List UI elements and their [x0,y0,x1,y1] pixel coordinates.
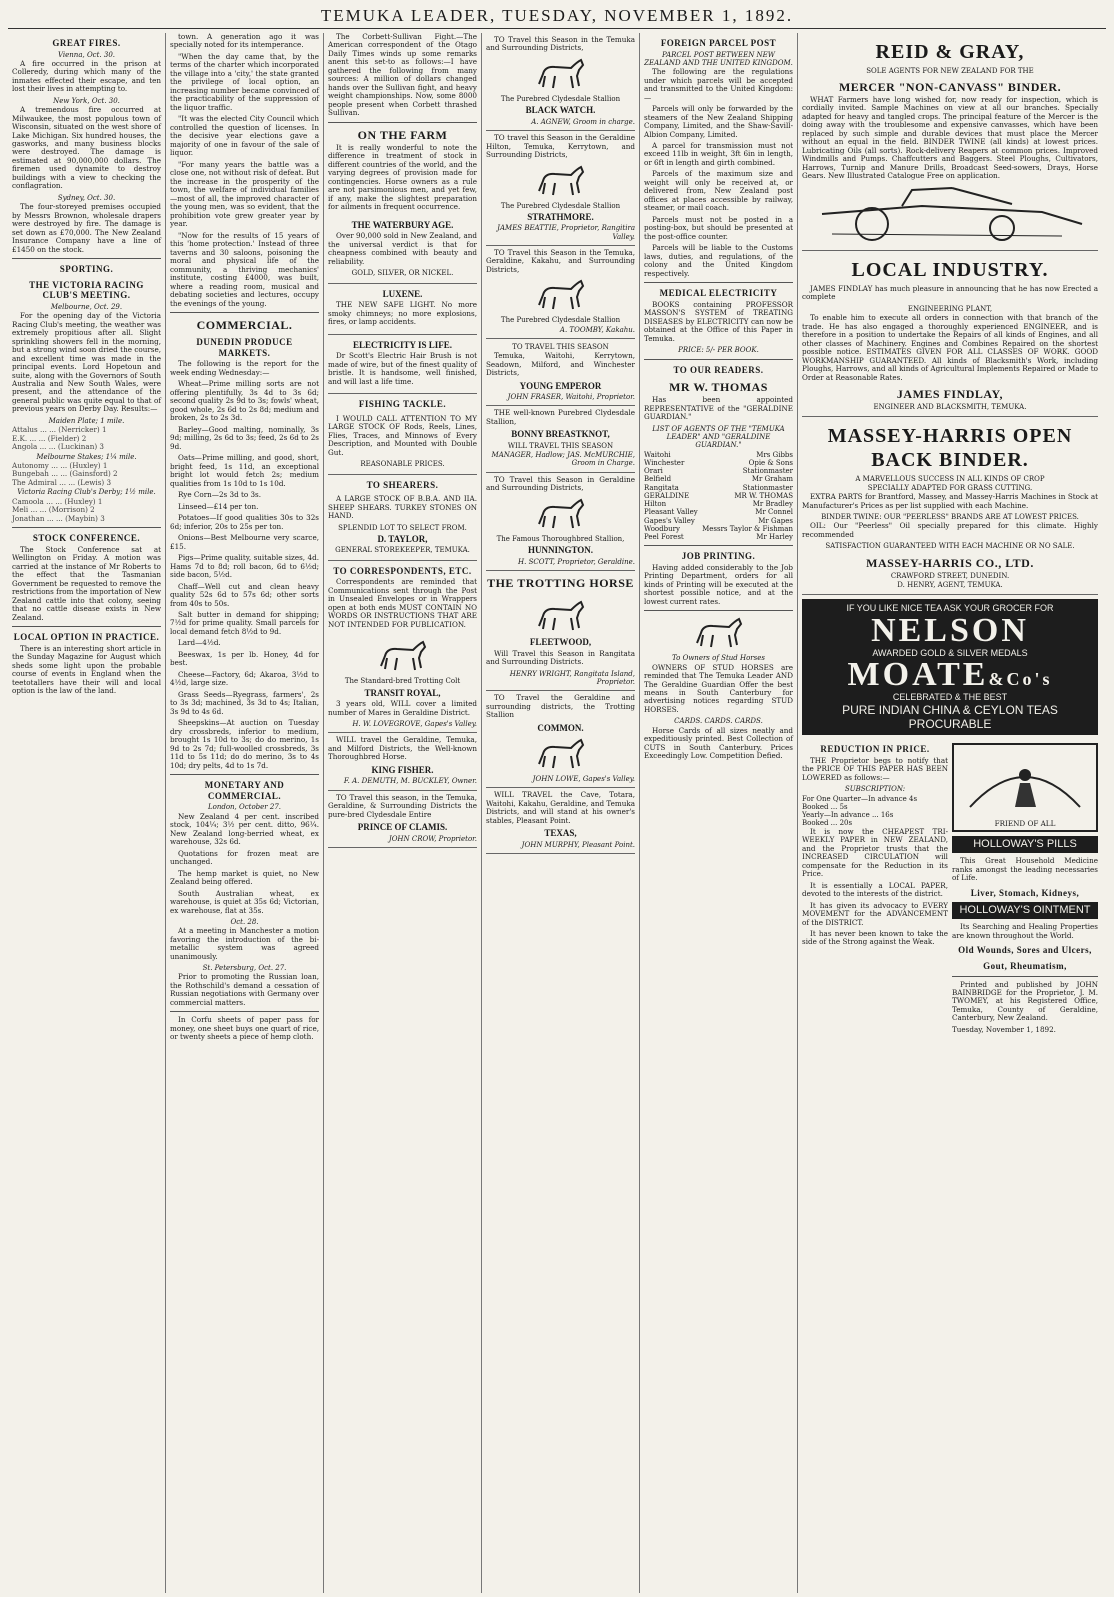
market-text: Lard—4½d. [178,638,221,648]
ad-text: TO Travel this Season in Geraldine and Surrounding Districts, [486,474,635,493]
agent-place: Rangitata [644,483,679,492]
ad-text: THE well-known Purebred Clydesdale Stallion, [486,408,635,426]
tea-name-moate: MOATE [847,656,989,694]
subheadline: PARCEL POST BETWEEN NEW ZEALAND AND THE UNITED KINGDOM. [644,50,793,67]
agent-row [644,517,793,525]
ad-reid-gray [802,33,1098,251]
ad-text: TO travel this Season in the Geraldine Hilton, Temuka, Kerrytown, and Surrounding Districts, [486,133,635,160]
ad-title: FLEETWOOD, [529,636,592,647]
bottom-split [802,739,1098,1034]
article-text: Parcels will only be forwarded by the steamers of the New Zealand Shipping Company, Limited, and the Shaw-Savill-Albion Company, Limited. [644,104,793,139]
ad-text: Dr Scott's Electric Hair Brush is not made of wire, but of the finest quality of bristle. It is handsome, well finished, and will last a life time. [328,351,477,386]
ad-title: MASSEY-HARRIS OPEN BACK BINDER. [827,425,1073,472]
divider [328,122,477,123]
ad-heading: Old Wounds, Sores and Ulcers, [958,945,1092,956]
article-text: The four-storeyed premises occupied by Messrs Brownon, wholesale drapers were destroyed by fire. The damage is set down as £70,000. The New Zealand Insurance Company have a line of £1450 on the stock. [12,202,161,254]
agent-place: Peel Forest [644,533,684,541]
divider [170,774,319,775]
ad-signature: JOHN CROW, Proprietor. [388,834,477,843]
article-text: Parcels will be liable to the Customs laws, duties, and regulations, of the colony and the United Kingdom respectively. [644,243,793,278]
article-text: Has been appointed REPRESENTATIVE of the "GERALDINE GUARDIAN." [644,395,793,422]
holloway-pills-banner [952,836,1098,853]
ad-text: Temuka, Waitohi, Kerrytown, Seadown, Milford, and Winchester Districts, [486,351,635,378]
headline-dunedin-markets: DUNEDIN PRODUCE MARKETS. [196,337,293,358]
dateline: St. Petersburg, Oct. 27. [202,964,287,973]
market-text: Barley—Good malting, nominally, 3s 9d; milling, 2s 6d to 3s; feed, 2s 6d to 2s 9d. [170,424,319,451]
ad-subtitle: The Purebred Clydesdale Stallion [500,94,621,103]
ad-subtitle: The Purebred Clydesdale Stallion [500,316,621,325]
ad-signature: JOHN LOWE, Gapes's Valley. [532,775,635,784]
market-text: The following is the report for the week ending Wednesday:— [170,359,319,377]
article-text: For the opening day of the Victoria Racing Club's meeting, the weather was extremely propitious after all. Slight sprinkling showers fell in the morning, but a strong wind soon dried the course, and excellent time was made in the principal events. Lord Hopetoun and suite, along with the Governors of South Australia and New South Wales, were present, and the attendance of the general public was quite equal to that of previous years on Derby Day. Results:— [12,311,161,414]
subscription-rate: For One Quarter—In advance 4s [802,794,918,803]
headline-sporting: SPORTING. [59,264,114,275]
market-text: Chaff—Well cut and clean heavy quality 52s 6d to 57s 6d; other sorts from 40s to 50s. [170,581,319,608]
ad-text: TO Travel this Season in the Temuka, Geraldine, Kakahu, and Surrounding Districts, [486,247,635,274]
ad-subtitle: The Standard-bred Trotting Colt [344,677,461,686]
agent-name: Stationmaster [742,467,793,475]
headline-on-the-farm: ON THE FARM [357,127,448,142]
ad-strathmore [486,131,635,246]
market-text: Rye Corn—2s 3d to 3s. [178,490,262,500]
headline-medical-electricity: MEDICAL ELECTRICITY [659,288,778,299]
divider [12,626,161,627]
agent-name: Mr Connel [755,508,793,517]
friend-of-all-emblem [952,743,1098,832]
column-1 [8,33,166,1593]
ad-text: A LARGE STOCK OF B.B.A. AND IIA. SHEEP SHEARS. TURKEY STONES ON HAND. [328,494,477,521]
ad-signature: H. SCOTT, Proprietor, Geraldine. [518,557,635,566]
divider [644,282,793,283]
ad-text: Will Travel this Season in Rangitata and Surrounding Districts. [486,648,635,667]
ad-subtitle: ENGINEERING PLANT, [907,304,993,313]
seated-figure-icon [960,747,1090,817]
agent-place: GERALDINE [644,491,690,500]
ad-fleetwood [486,592,635,691]
agent-row [644,467,793,475]
article-text: "For many years the battle was a close one, not without risk of defeat. But the increase in the prosperity of the town, the welfare of individual families—most of all, the improved character of the young men, was so evident, that the prohibition vote grew greater year by year. [170,159,319,229]
article-text: It is really wonderful to note the difference in treatment of stock in different countries of the world, and the varying degrees of provision made for contingencies. Horse owners as a rule are not parsimonious men, and yet few, if any, make the slightest preparation for ailments in frequent occurrence. [328,143,477,212]
agent-name: Opie & Sons [748,458,793,467]
horse-icon [689,615,749,651]
ad-title: COMMON. [537,722,584,733]
market-text: The hemp market is quiet, no New Zealand being offered. [170,868,319,887]
ad-title: D. TAYLOR, [377,533,428,544]
agent-row [644,492,793,500]
headline-stud-horses: To Owners of Stud Horses [672,654,765,663]
masthead: TEMUKA LEADER, TUESDAY, NOVEMBER 1, 1892. [8,6,1106,29]
horse-icon [531,56,591,92]
market-text: South Australian wheat, ex warehouse, is quiet at 35s 6d; Victorian, ex warehouse, flat at 35s. [170,888,319,915]
market-text: Beeswax, 1s per lb. Honey, 4d for best. [170,649,319,668]
ad-subtitle: The Purebred Clydesdale Stallion [500,201,621,210]
horse-icon [531,277,591,313]
race-title: Victoria Racing Club's Derby; 1½ mile. [17,488,156,497]
subscription-row [802,811,948,819]
article-text: BOOKS containing PROFESSOR MASSON'S SYSTEM of TREATING DISEASES by ELECTRICITY can now be obtained at the Office of this Paper in Temuka. [644,299,793,343]
divider [644,545,793,546]
ad-subtitle: REASONABLE PRICES. [360,460,445,469]
ad-kakahu [486,246,635,339]
headline-to-shearers: TO SHEARERS. [366,479,439,490]
columns [8,33,1106,1593]
ad-shearers [328,492,477,561]
ad-title: LUXENE. [382,288,423,299]
ad-title: YOUNG EMPEROR [519,380,602,391]
ad-electricity [328,335,477,395]
article-text: In Corfu sheets of paper pass for money, one sheet buys one quart of rice, or twenty sheets a piece of hemp cloth. [170,1015,319,1042]
dateline: Sydney, Oct. 30. [57,193,116,202]
article-text: THE Proprietor begs to notify that the PRICE OF THIS PAPER HAS BEEN LOWERED as follows:— [802,755,948,782]
market-text: Salt butter in demand for shipping; 7½d for prime quality. Small parcels for local demand fetch 8½d to 9d. [170,609,319,636]
ad-subtitle: A MARVELLOUS SUCCESS IN ALL KINDS OF CROP [855,474,1045,483]
tea-tagline: PURE INDIAN CHINA & CEYLON TEAS PROCURABLE [842,703,1058,732]
reduction-in-price [802,739,948,1034]
imprint: Printed and published by JOHN BAINBRIDGE for the Proprietor, J. M. TWOMEY, at his Registered Office, Temuka, County of Geraldine, Canterbury, New Zealand. [952,979,1098,1023]
article-text: It is essentially a LOCAL PAPER, devoted to the interests of the district. [802,880,948,899]
ad-signature: MANAGER, Hadlow; JAS. McMURCHIE, Groom in Charge. [491,451,635,468]
price-line: PRICE: 5/- PER BOOK. [678,346,759,355]
agents-heading: LIST OF AGENTS OF THE "TEMUKA LEADER" AND "GERALDINE GUARDIAN." [652,424,785,450]
agent-place: Pleasant Valley [644,508,698,517]
emblem-motto: FRIEND OF ALL [994,818,1056,828]
ad-luxene [328,284,477,335]
ad-agent: D. HENRY, AGENT, TEMUKA. [897,580,1003,589]
agent-place: Winchester [644,458,685,467]
agent-name: Mr Harley [756,533,793,541]
headline-foreign-parcel-post: FOREIGN PARCEL POST [660,38,777,48]
headline-local-option: LOCAL OPTION IN PRACTICE. [13,632,160,643]
article-text: It is now the CHEAPEST TRI-WEEKLY PAPER in NEW ZEALAND, and the Proprietor trusts that the INCREASED CIRCULATION will compensate for the Reduction in its Price. [802,826,948,879]
market-text: Wheat—Prime milling sorts are not offering plentifully, 3s 4d to 3s 6d; second quality 2s 9d to 3s; fowls' wheat, good whole, 2s 6d to 2s 8d; medium and broken, 2s to 2s 3d. [170,379,319,423]
ad-title: LOCAL INDUSTRY. [851,259,1049,282]
ad-king-fisher [328,733,477,790]
race-title: Melbourne Stakes; 1¼ mile. [36,452,137,461]
subscription-rate: Yearly—In advance ... 16s [802,811,894,820]
dateline: Melbourne, Oct. 29. [50,302,123,311]
dateline: London, October 27. [207,803,282,812]
ad-massey-harris [802,417,1098,595]
ad-text: Its Searching and Healing Properties are known throughout the World. [952,922,1098,940]
article-text: Horse Cards of all sizes neatly and expeditiously printed. Best Collection of CUTS in South Canterbury. Prices Exceedingly Low. Competition Defied. [644,725,793,761]
ad-text: WHAT Farmers have long wished for, now ready for inspection, which is cordially invited. Sample Machines on view at all our branches. Specially adapted for heavy and tangled crops. The principal feature of the Mercer is the doing away with the troublesome and expensive canvasses, which have been replaced by such simple and durable devices that must place the Mercer without an equal in the field. BINDER TWINE (all kinds) at lowest prices. Lubricating Oils (all sorts). Rock-delivery Reapers at common prices. Improved Windmills and Pumps. Chaffcutters and Baggers. Steel Ploughs, Cultivators, Harrows, Turnip and Manure Drills, Broadcast Seed-sowers, Drays, Horse Gears. New Illustrated Catalogue Free on application. [802,95,1098,181]
headline-trotting-horse: THE TROTTING HORSE [487,575,634,590]
headline-correspondents: TO CORRESPONDENTS, ETC. [333,565,472,576]
ad-title: HUNNINGTON. [527,544,594,555]
market-text: At a meeting in Manchester a motion favoring the introduction of the bi-metallic system was agreed unanimously. [170,926,319,961]
ad-subtitle: BINDER TWINE: OUR "PEERLESS" BRANDS ARE AT LOWEST PRICES. [821,513,1079,522]
article-text: The Stock Conference sat at Wellington on Friday. A motion was carried at the instance of Mr Roberts to the effect that the Tasmanian Government be requested to remove the restrictions from the importation of New Zealand cattle into that colony, seeing that no cattle disease exists in New Zealand. [12,544,161,622]
ad-subtitle: SOLE AGENTS FOR NEW ZEALAND FOR THE [866,66,1034,75]
ad-title: MR W. THOMAS [669,380,768,395]
ad-common [486,691,635,788]
ad-signature: JOHN MURPHY, Pleasant Point. [521,840,635,849]
divider [644,610,793,611]
ad-black-watch [486,33,635,131]
agent-row [644,459,793,467]
column-2 [166,33,324,1593]
ad-title: ELECTRICITY IS LIFE. [353,339,452,350]
article-text: Correspondents are reminded that Communications sent through the Post in Unsealed Envelopes or in Wrappers open at both ends MUST CONTAIN NO WORDS OR INSTRUCTIONS THAT ARE NOT INTENDED FOR PUBLICATION. [328,577,477,629]
headline-job-printing: JOB PRINTING. [681,551,756,562]
agent-name: Mr Graham [751,475,793,484]
ad-company: MASSEY-HARRIS CO., LTD. [866,555,1034,570]
article-text: The Corbett-Sullivan Fight.—The American correspondent of the Otago Daily Times winds up some remarks anent this set-to as follows:—I have gathered the following from many sources: A million of dollars changed hands over the Sullivan fight, and heavy weight championships. Now, some 8000 people present when Corbett thrashed Sullivan. [328,33,477,118]
ad-title: BONNY BREASTKNOT, [511,429,610,440]
ad-text: OIL: Our "Peerless" Oil specially prepared for this climate. Highly recommended [802,521,1098,539]
market-text: Quotations for frozen meat are unchanged. [170,848,319,867]
agent-row [644,533,793,541]
headline-to-our-readers: TO OUR READERS. [673,364,764,375]
ad-young-emperor [486,339,635,407]
ad-text: THE NEW SAFE LIGHT. No more smoky chimneys; no more explosions, fires, or lamp accidents. [328,300,477,327]
article-text: A parcel for transmission must not exceed 11lb in weight, 3ft 6in in length, or 6ft in length and girth combined. [644,140,793,167]
article-text: town. A generation ago it was specially noted for its intemperance. [170,33,319,50]
ad-signature: H. W. LOVEGROVE, Gapes's Valley. [352,720,477,729]
tea-name: NELSON [871,611,1029,649]
article-text: A tremendous fire occurred at Milwaukee, the most populous town of Wisconsin, situated on the west shore of Lake Michigan. Six hundred houses, the gasworks, and many business blocks were destroyed. The damage is estimated at 90,000,000 dollars. The firemen used dynamite to destroy buildings with a view to checking the conflagration. [12,105,161,191]
headline-stock-conference: STOCK CONFERENCE. [32,533,141,544]
ad-title: TEXAS, [544,828,577,839]
ad-text: EXTRA PARTS for Brantford, Massey, and Massey-Harris Machines in Stock at Manufacturer's Prices as per list supplied with each Machine. [802,492,1098,510]
agent-name: Stationmaster [742,483,793,492]
article-text: It has given its advocacy to EVERY MOVEMENT for the ADVANCEMENT of the DISTRICT. [802,900,948,927]
market-text: Potatoes—If good qualities 30s to 32s 6d; inferior, 20s to 25s per ton. [170,513,319,531]
race-title: Maiden Plate; 1 mile. [48,416,125,425]
ad-heading: Liver, Stomach, Kidneys, [970,887,1080,898]
ad-text: JAMES FINDLAY has much pleasure in announcing that he has now Erected a complete [802,283,1098,302]
binder-machine-icon [802,184,1092,244]
ad-transit-royal [328,632,477,733]
column-5 [640,33,798,1593]
ad-heading: MERCER "NON-CANVASS" BINDER. [838,79,1062,94]
ad-title: TRANSIT ROYAL, [364,687,441,698]
headline-vrc: THE VICTORIA RACING CLUB'S MEETING. [29,279,144,301]
cards-line: CARDS. CARDS. CARDS. [674,717,763,726]
tea-celebrated: CELEBRATED & THE BEST [892,692,1008,703]
column-6 [798,33,1102,1593]
agent-row [644,475,793,483]
ad-hunnington [486,473,635,571]
ad-bonny-breastknot [486,406,635,472]
ad-signature: JAMES FINDLAY, [896,387,1004,402]
column-3 [324,33,482,1593]
article-text: It has never been known to take the side of the Strong against the Weak. [802,928,948,947]
agent-name: Mrs Gibbs [756,450,793,459]
ad-address: CRAWFORD STREET, DUNEDIN. [890,571,1010,580]
ad-waterbury [328,215,477,284]
ad-prince-of-clamis [328,791,477,848]
article-text: Parcels of the maximum size and weight will only be received at, or delivered from, New Zealand post offices at places accessible by railway, steamer, or mail coach. [644,169,793,213]
subscription-rate: Booked ... 5s [802,802,848,811]
market-text: Cheese—Factory, 6d; Akaroa, 3½d to 4½d, large size. [170,669,319,688]
dateline: Oct. 28. [230,918,259,927]
ad-title: PRINCE OF CLAMIS. [357,822,448,833]
ad-text: TO Travel this Season in the Temuka and Surrounding Districts, [486,35,635,53]
ad-signature: A. TOOMBY, Kakahu. [559,325,635,334]
tea-name [806,658,1094,692]
holloway-pills-title: HOLLOWAY'S PILLS [973,838,1077,851]
market-text: Linseed—£14 per ton. [178,501,259,511]
tea-company: &Co's [988,669,1053,690]
market-text: Prior to promoting the Russian loan, the Rothschild's demand a cessation of Russian negotiations with Germany over commercial matters. [170,972,319,1007]
ad-subtitle: TO TRAVEL THIS SEASON [512,342,609,351]
article-text: A fire occurred in the prison at Colleredy, during which many of the inmates effected their escape, and ten lost their lives in attempting to. [12,58,161,94]
ad-subtitle: GENERAL STOREKEEPER, TEMUKA. [335,546,470,555]
headline-fishing-tackle: FISHING TACKLE. [358,399,447,410]
agent-name: Mr Bradley [752,500,793,508]
ad-fishing [328,412,477,475]
ad-text: I WOULD CALL ATTENTION TO MY LARGE STOCK OF Rods, Reels, Lines, Flies, Traces, and Minnows of Every Description, and Mounted with Double Gut. [328,413,477,457]
horse-icon [373,638,433,674]
ad-text: To enable him to execute all orders in connection with that branch of the trade. He has also engaged a thoroughly experienced ENGINEER, and is therefore in a position to undertake the Repairs of all kinds of Engines, and all other classes of Machinery. Engines and Combines Repaired on the shortest possible notice. ESTIMATES GIVEN FOR ALL CLASSES OF WORK. GOOD WORKMANSHIP GUARANTEED. All kinds of Blacksmith's Work, including Ploughs, Harrows, and all kinds of Agricultural Implements Repaired or Made to Order at Reasonable Rates. [802,313,1098,382]
divider [170,1011,319,1012]
ad-heading: Gout, Rheumatism, [983,960,1067,971]
subscription-row [802,803,948,811]
subscription-rate: Booked ... 20s [802,819,853,828]
ad-nelson-moate-tea [802,599,1098,735]
market-text: Onions—Best Melbourne very scarce, £15. [170,533,319,551]
ad-title: KING FISHER. [371,764,434,775]
ad-local-industry [802,251,1098,417]
article-text: Having added considerably to the Job Printing Department, orders for all kinds of Printing will be executed at the shortest possible notice, and at the lowest current rates. [644,562,793,606]
tea-awards: AWARDED GOLD & SILVER MEDALS [872,647,1028,658]
race-results: Camoola ... ... (Huxley) 1 Meli ... ... (Morrison) 2 Jonathan ... ... (Maybin) 3 [12,496,105,523]
divider [644,359,793,360]
agent-place: Belfield [644,475,672,484]
market-text: Sheepskins—At auction on Tuesday dry crossbreds, inferior to medium, brought 1s 10d to 3s; do do merino, 1s 9d to 2s 7d; full-woolled crossbreds, 3s 11d to 5s 11d; do do merino, 3s to 4s 10d; dry pelts, 4d to 1s 7d. [170,718,319,770]
market-text: Grass Seeds—Ryegrass, farmers', 2s to 3s 3d; machined, 3s 3d to 4s; Italian, 3s 9d to 4s 6d. [170,689,319,716]
horse-icon [531,736,591,772]
ad-signature: HENRY WRIGHT, Rangitata Island, Proprietor. [509,669,635,686]
article-text: Parcels must not be posted in a posting-box, but should be presented at the post-office counter. [644,214,793,241]
holloway-ads [952,739,1098,1034]
agent-row [644,508,793,516]
ad-signature: A. AGNEW, Groom in charge. [531,117,635,126]
ad-signature: JAMES BEATTIE, Proprietor, Rangitira Valley. [497,224,635,241]
ad-text: Over 90,000 sold in New Zealand, and the universal verdict is that for cheapness combined with beauty and reliability. [328,231,477,266]
ad-text: This Great Household Medicine ranks amongst the leading necessaries of Life. [952,856,1098,883]
headline-monetary: MONETARY AND COMMERCIAL. [204,780,285,801]
ad-subtitle: WILL TRAVEL THIS SEASON [507,441,614,450]
subscription-heading: SUBSCRIPTION: [844,785,906,794]
ad-subtitle: SATISFACTION GUARANTEED WITH EACH MACHINE OR NO SALE. [825,542,1075,551]
ad-text: 3 years old, WILL cover a limited number of Mares in Geraldine District. [328,699,477,717]
column-4 [482,33,640,1593]
holloway-ointment-banner [952,902,1098,919]
agents-list [644,451,793,542]
tea-header: IF YOU LIKE NICE TEA ASK YOUR GROCER FOR [846,603,1054,614]
divider [952,976,1098,977]
ad-title: THE WATERBURY AGE. [351,219,454,230]
headline-great-fires: GREAT FIRES. [52,38,121,48]
agent-row [644,525,793,533]
subscription-row [802,795,948,803]
divider [12,527,161,528]
agent-place: Orari [644,467,663,475]
article-text: There is an interesting short article in the Sunday Magazine for August which sheds some light upon the probable course of events in England when the teetotallers have their will and local option is the law of the land. [12,643,161,696]
ad-text: TO Travel this season, in the Temuka, Geraldine, & Surrounding Districts the pure-bred Clydesdale Entire [328,792,477,819]
horse-icon [531,598,591,634]
dateline: Vienna, Oct. 30. [57,50,115,59]
agent-name: Messrs Taylor & Fishman [702,524,793,533]
ad-text: TO Travel the Geraldine and surrounding districts, the Trotting Stallion [486,693,635,720]
race-results: Attalus ... ... (Nerricker) 1 E.K. ... ... (Fielder) 2 Angola ... ... (Luckinan) 3 [12,425,107,452]
dateline: New York, Oct. 30. [53,96,120,105]
agent-place: Woodbury [644,524,680,533]
article-text: "It was the elected City Council which controlled the question of licenses. In the decisive year elections gave a majority of one in favour of the sale of liquor. [170,114,319,158]
market-text: New Zealand 4 per cent. inscribed stock, 104¼; 3½ per cent. ditto, 96¼. New Zealand long-berried wheat, ex warehouse, 32s 6d. [170,811,319,847]
ad-title: BLACK WATCH. [525,105,596,116]
article-text: The following are the regulations under which parcels will be accepted and transmitted to the United Kingdom:— [644,67,793,102]
ad-title: REID & GRAY, [875,41,1025,63]
article-text: "Now for the results of 15 years of this 'home protection.' Instead of three taverns and 30 saloons, poisoning the moral and physical life of the community, a thriving mechanics' institute, costing £4000, was built, where a reading room, musical and debating societies and lectures, occupy the evenings of the young. [170,230,319,308]
imprint-date: Tuesday, November 1, 1892. [952,1024,1056,1034]
agent-place: Gapes's Valley [644,516,695,525]
ad-subtitle: SPLENDID LOT TO SELECT FROM. [338,523,467,532]
ad-title: STRATHMORE. [527,211,594,222]
article-text: OWNERS OF STUD HORSES are reminded that The Temuka Leader AND The Geraldine Guardian Offer the best means in South Canterbury for advertising notices regarding STUD HORSES. [644,662,793,714]
race-results: Autonomy ... ... (Huxley) 1 Bungebah ... ... (Gainsford) 2 The Admiral ... ... (Lewis) 3 [12,460,118,487]
ad-subtitle: The Famous Thoroughbred Stallion, [496,534,625,543]
horse-icon [531,496,591,532]
agent-place: Waitohi [644,450,671,459]
agent-name: MR W. THOMAS [734,491,793,500]
agent-row [644,500,793,508]
ad-subtitle: ENGINEER AND BLACKSMITH, TEMUKA. [873,403,1027,412]
agent-row [644,451,793,459]
ad-text: WILL TRAVEL the Cave, Totara, Waitohi, Kakahu, Geraldine, and Temuka Districts, and will stand at his owner's stables, Pleasant Point. [486,790,635,825]
agent-place: Hilton [644,500,667,508]
ad-signature: F. A. DEMUTH, M. BUCKLEY, Owner. [343,777,477,786]
market-text: Pigs—Prime quality, suitable sizes, 4d. Hams 7d to 8d; roll bacon, 6d to 6½d; side bacon, 5½d. [170,553,319,580]
divider [170,312,319,313]
ad-text: WILL travel the Geraldine, Temuka, and Milford Districts, the Well-known Thoroughbred Horse. [328,735,477,762]
ad-subtitle: SPECIALLY ADAPTED FOR GRASS CUTTING. [867,483,1033,492]
ad-signature: JOHN FRASER, Waitohi, Proprietor. [507,393,635,402]
agent-row [644,484,793,492]
divider [12,258,161,259]
headline-reduction: REDUCTION IN PRICE. [820,744,930,755]
market-text: Oats—Prime milling, and good, short, bright feed, 1s 11d, an exceptional bright lot would fetch 2s; medium qualities from 1s 10d to 1s 10d. [170,453,319,488]
headline-commercial: COMMERCIAL. [196,318,293,333]
ad-texas [486,788,635,854]
horse-icon [531,163,591,199]
agent-name: Mr Gapes [758,516,793,525]
article-text: "When the day came that, by the terms of the charter which incorporated the village into a 'city,' the state granted the privilege of local option, an increasing number became convinced of the practicability of the suppression of the liquor traffic. [170,51,319,112]
holloway-ointment-title: HOLLOWAY'S OINTMENT [959,904,1091,917]
ad-subtitle: GOLD, SILVER, OR NICKEL. [351,269,454,278]
